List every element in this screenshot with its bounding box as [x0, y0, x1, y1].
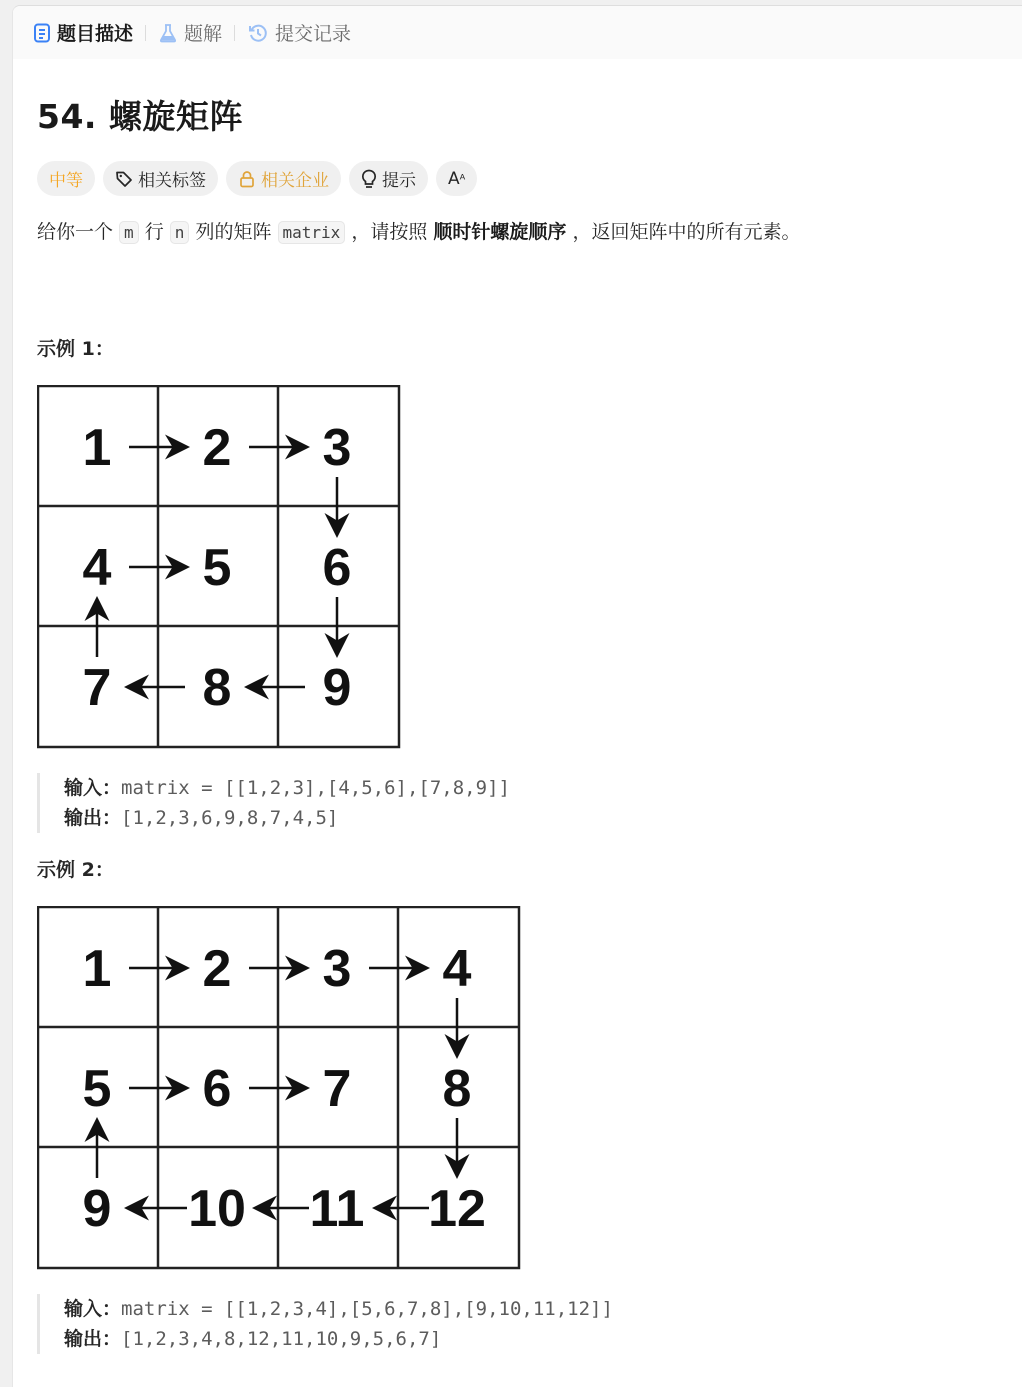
example-1-io — [37, 773, 999, 833]
flask-icon — [158, 23, 178, 43]
desc-bold: 顺时针螺旋顺序 — [433, 221, 567, 243]
document-icon — [33, 23, 51, 43]
cell-value: 8 — [442, 1060, 472, 1118]
tab-divider — [234, 25, 235, 41]
output-value: [1,2,3,4,8,12,11,10,9,5,6,7] — [121, 1328, 442, 1350]
problem-content — [13, 96, 1022, 1354]
cell-value: 12 — [428, 1180, 486, 1238]
cell-value: 4 — [82, 539, 112, 597]
translate-icon: Aᴬ — [448, 168, 466, 189]
tab-divider — [145, 25, 146, 41]
tag-icon — [115, 170, 133, 188]
cell-value: 1 — [82, 419, 112, 477]
input-value: matrix = [[1,2,3,4],[5,6,7,8],[9,10,11,12]] — [121, 1298, 613, 1320]
translate-button[interactable] — [436, 161, 477, 196]
desc-text: 给你一个 — [37, 221, 120, 243]
example-1-image — [37, 385, 999, 753]
input-value: matrix = [[1,2,3],[4,5,6],[7,8,9]] — [121, 777, 510, 799]
cell-value: 7 — [322, 1060, 352, 1118]
related-companies-label: 相关企业 — [261, 171, 329, 191]
related-companies-button[interactable] — [226, 161, 341, 196]
problem-panel — [12, 5, 1022, 1387]
tab-description-label: 题目描述 — [57, 23, 134, 45]
tab-submissions[interactable] — [247, 19, 351, 46]
tab-bar — [13, 6, 1022, 59]
cell-value: 9 — [322, 659, 352, 717]
cell-value: 7 — [82, 659, 112, 717]
history-icon — [247, 22, 269, 44]
cell-value: 10 — [188, 1180, 246, 1238]
desc-text: ，返回矩阵中的所有元素。 — [566, 221, 801, 243]
cell-value: 6 — [202, 1060, 232, 1118]
tab-solutions[interactable] — [158, 19, 222, 46]
cell-value: 4 — [442, 940, 472, 998]
tab-submissions-label: 提交记录 — [275, 23, 352, 45]
cell-value: 1 — [82, 940, 112, 998]
cell-value: 9 — [82, 1180, 112, 1238]
desc-text: 列的矩阵 — [189, 221, 278, 243]
code-n: n — [170, 221, 190, 244]
cell-value: 3 — [322, 940, 352, 998]
related-tags-button[interactable] — [103, 161, 218, 196]
difficulty-badge[interactable] — [37, 161, 95, 196]
output-label: 输出： — [64, 807, 122, 829]
cell-value: 6 — [322, 539, 352, 597]
output-value: [1,2,3,6,9,8,7,4,5] — [121, 807, 339, 829]
difficulty-label: 中等 — [49, 171, 83, 191]
tab-solutions-label: 题解 — [184, 23, 223, 45]
cell-value: 11 — [309, 1180, 365, 1238]
example-2-io — [37, 1294, 999, 1354]
code-matrix: matrix — [278, 221, 346, 244]
related-tags-label: 相关标签 — [138, 171, 206, 191]
hint-label: 提示 — [382, 171, 416, 191]
cell-value: 2 — [202, 940, 232, 998]
lightbulb-icon — [361, 169, 377, 189]
cell-value: 3 — [322, 419, 352, 477]
example-1-title: 示例 1： — [37, 338, 114, 360]
cell-value: 5 — [202, 539, 232, 597]
cell-value: 8 — [202, 659, 232, 717]
desc-text: ，请按照 — [345, 221, 434, 243]
spiral-matrix-3x4-diagram — [37, 906, 521, 1270]
input-label: 输入： — [64, 1298, 122, 1320]
problem-description — [37, 218, 999, 247]
cell-value: 5 — [82, 1060, 112, 1118]
hint-button[interactable] — [349, 161, 428, 196]
spiral-matrix-3x3-diagram — [37, 385, 401, 749]
desc-text: 行 — [138, 221, 170, 243]
example-2-image — [37, 906, 999, 1274]
lock-icon — [238, 170, 256, 188]
input-label: 输入： — [64, 777, 122, 799]
problem-title: 54. 螺旋矩阵 — [37, 97, 243, 136]
code-m: m — [119, 221, 139, 244]
problem-chips — [37, 161, 999, 196]
cell-value: 2 — [202, 419, 232, 477]
tab-description[interactable] — [33, 19, 133, 46]
output-label: 输出： — [64, 1328, 122, 1350]
example-2-title: 示例 2： — [37, 859, 114, 881]
